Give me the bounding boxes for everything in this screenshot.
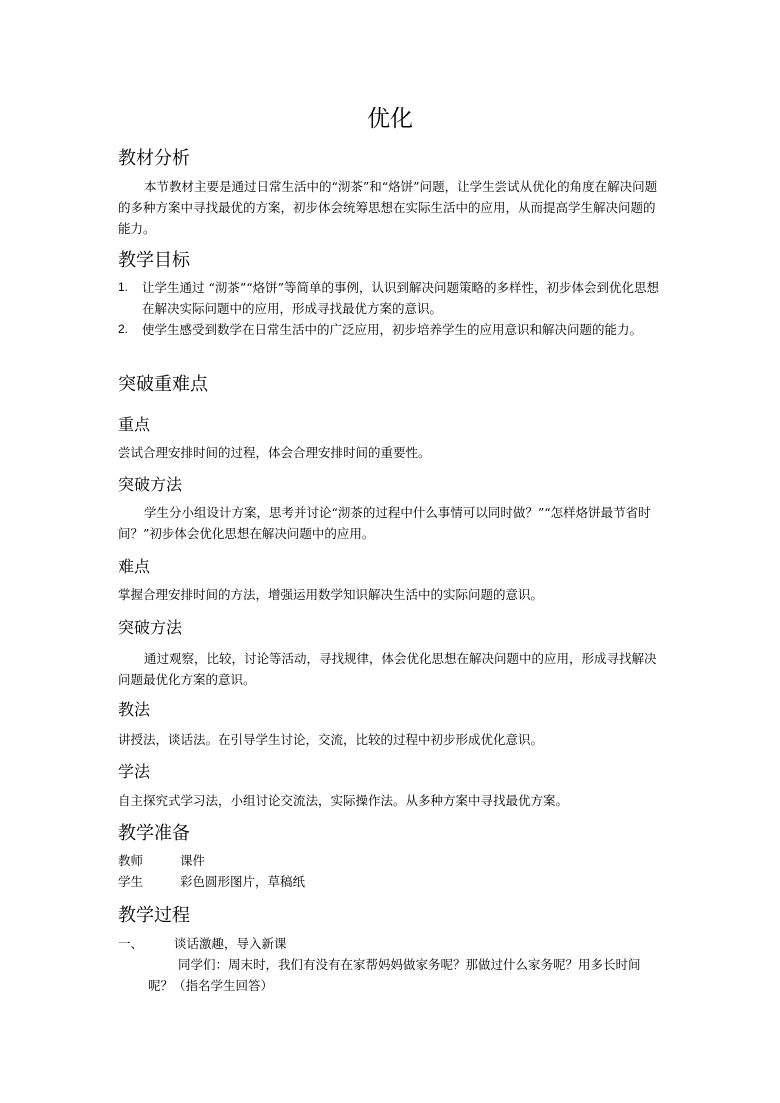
preparation-row (118, 850, 205, 871)
difficult-point-text: 掌握合理安排时间的方法，增强运用数学知识解决生活中的实际问题的意识。 (118, 587, 544, 602)
goal-number: 1. (118, 280, 129, 294)
teaching-method-text: 讲授法，谈话法。在引导学生讨论，交流，比较的过程中初步形成优化意识。 (118, 732, 544, 747)
preparation-what: 彩色圆形图片，草稿纸 (180, 874, 306, 889)
difficult-method-text: 通过观察，比较，讨论等活动，寻找规律，体会优化思想在解决问题中的应用，形成寻找解决问题最优化方案的意识。 (118, 651, 657, 687)
key-method-text: 学生分小组设计方案，思考并讨论“沏茶的过程中什么事情可以同时做？”“怎样烙饼最节省时间？”初步体会优化思想在解决问题中的应用。 (118, 505, 651, 541)
process-step-paragraph: 同学们：周末时，我们有没有在家帮妈妈做家务呢？那做过什么家务呢？用多长时间呢？（指名学生回答） (148, 957, 641, 993)
heading-learning-method: 学法 (118, 762, 151, 781)
analysis-paragraph: 本节教材主要是通过日常生活中的“沏茶”和“烙饼”问题，让学生尝试从优化的角度在解决问题的多种方案中寻找最优的方案，初步体会统筹思想在实际生活中的应用，从而提高学生解决问题的能力。 (118, 179, 658, 236)
preparation-what: 课件 (180, 853, 206, 868)
key-point-text: 尝试合理安排时间的过程，体会合理安排时间的重要性。 (118, 445, 431, 460)
preparation-row (118, 871, 305, 892)
heading-breakthrough: 突破重难点 (118, 374, 208, 395)
heading-analysis: 教材分析 (118, 148, 190, 169)
goal-text: 让学生通过 “沏茶”“烙饼”等简单的事例，认识到解决问题策略的多样性，初步体会到优化思想在解决实际问题中的应用，形成寻找最优方案的意识。 (142, 280, 660, 316)
heading-difficult-point: 难点 (118, 557, 151, 576)
process-step-heading (118, 933, 287, 954)
process-step-title: 谈话激趣，导入新课 (174, 936, 287, 951)
goal-text: 使学生感受到数学在日常生活中的广泛应用，初步培养学生的应用意识和解决问题的能力。 (142, 322, 643, 337)
preparation-who: 教师 (118, 853, 144, 868)
heading-goals: 教学目标 (118, 250, 190, 271)
process-step-text (148, 954, 663, 996)
heading-teaching-method: 教法 (118, 700, 151, 719)
learning-method-text: 自主探究式学习法，小组讨论交流法，实际操作法。从多种方案中寻找最优方案。 (118, 793, 569, 808)
heading-process: 教学过程 (118, 905, 190, 926)
process-step-number: 一、 (118, 936, 144, 951)
page-title: 优化 (367, 106, 413, 132)
heading-key-point: 重点 (118, 415, 151, 434)
heading-difficult-method: 突破方法 (118, 618, 183, 637)
goal-item (118, 319, 663, 340)
goal-item (118, 277, 663, 319)
heading-preparation: 教学准备 (118, 823, 190, 844)
heading-key-method: 突破方法 (118, 475, 183, 494)
preparation-who: 学生 (118, 874, 144, 889)
goal-number: 2. (118, 322, 129, 336)
